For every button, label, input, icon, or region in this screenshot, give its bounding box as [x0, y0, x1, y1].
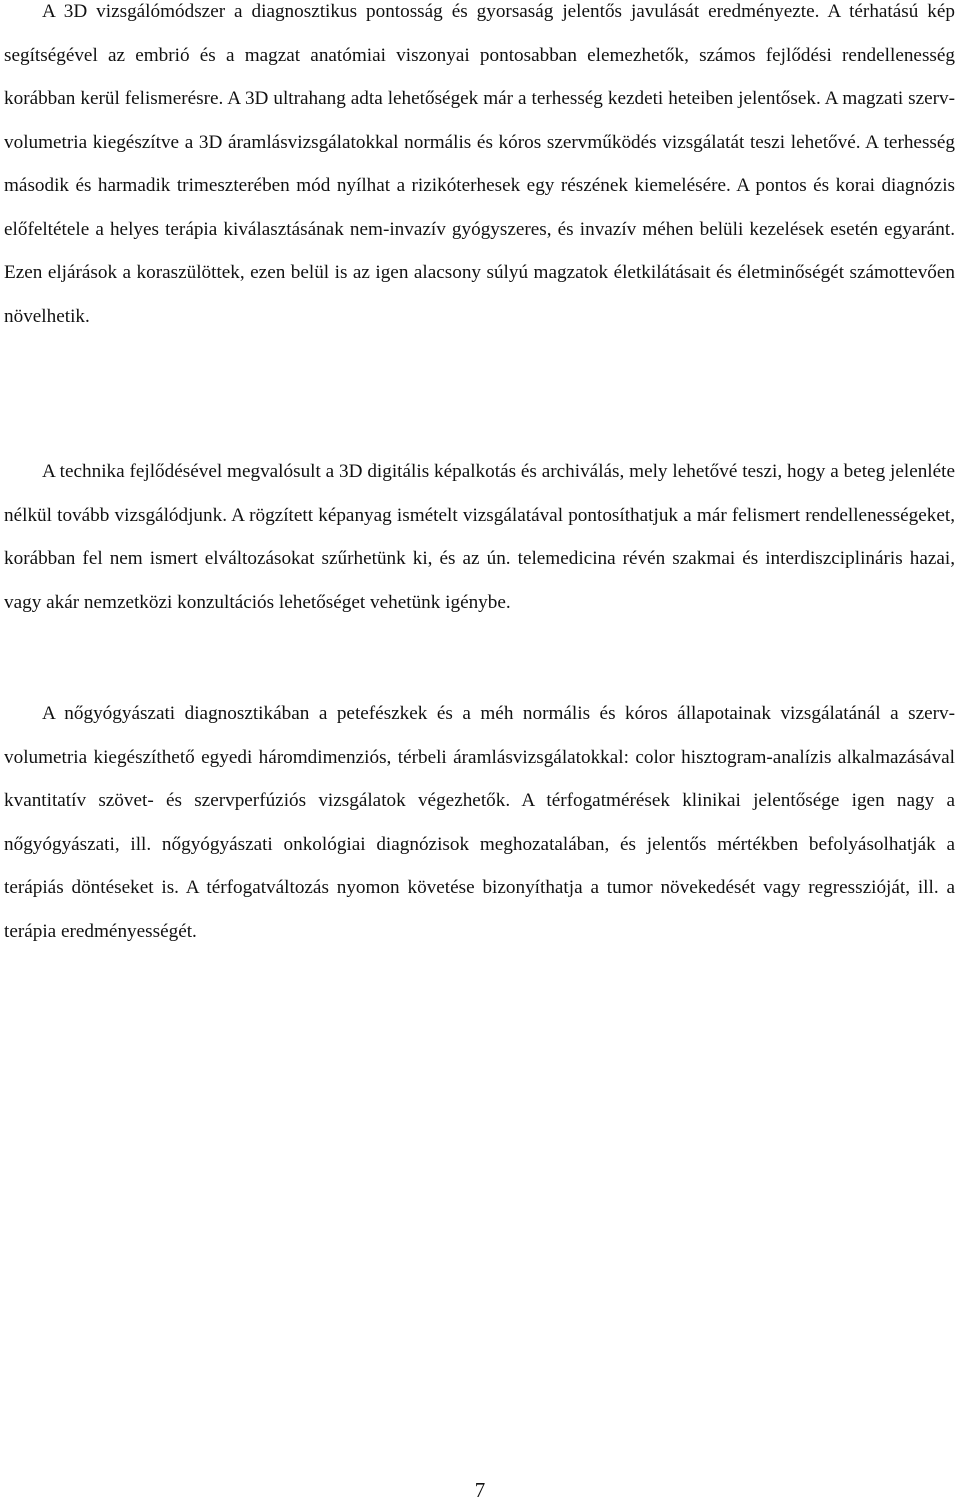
- paragraph-digital-imaging: A technika fejlődésével megvalósult a 3D digitális képalkotás és archiválás, mely lehetővé teszi, hogy a beteg jelenléte nélkül tovább vizsgálódjunk. A rögzített képanyag ismételt vizsgálatával pontosíthatjuk a már felismert rendellenességeket, korábban fel nem ismert elváltozásokat szűrhetünk ki, és az ún. telemedicina révén szakmai és interdiszciplináris hazai, vagy akár nemzetközi konzultációs lehetőséget vehetünk igénybe.: [4, 461, 955, 613]
- page-number: 7: [474, 1478, 486, 1502]
- paragraph-3d-diagnostics: A 3D vizsgálómódszer a diagnosztikus pontosság és gyorsaság jelentős javulását eredményezte. A térhatású kép segítségével az embrió és a magzat anatómiai viszonyai pontosabban elemezhetők, számos fejlődési rendellenesség korábban kerül felismerésre. A 3D ultrahang adta lehetőségek már a terhesség kezdeti heteiben jelentősek. A magzati szerv-volumetria kiegészítve a 3D áramlásvizsgálatokkal normális és kóros szervműködés vizsgálatát teszi lehetővé. A terhesség második és harmadik trimeszterében mód nyílhat a rizikóterhesek egy részének kiemelésére. A pontos és korai diagnózis előfeltétele a helyes terápia kiválasztásának nem-invazív gyógyszeres, és invazív méhen belüli kezelések esetén egyaránt. Ezen eljárások a koraszülöttek, ezen belül is az igen alacsony súlyú magzatok életkilátásait és életminőségét számottevően növelhetik.: [4, 1, 955, 327]
- paragraph-gynecology: A nőgyógyászati diagnosztikában a petefészkek és a méh normális és kóros állapotainak vizsgálatánál a szerv-volumetria kiegészíthető egyedi háromdimenziós, térbeli áramlásvizsgálatokkal: color hisztogram-analízis alkalmazásával kvantitatív szövet- és szervperfúziós vizsgálatok végezhetők. A térfogatmérések klinikai jelentősége igen nagy a nőgyógyászati, ill. nőgyógyászati onkológiai diagnózisok meghozatalában, és jelentős mértékben befolyásolhatják a terápiás döntéseket is. A térfogatváltozás nyomon követése bizonyíthatja a tumor növekedését vagy regresszióját, ill. a terápia eredményességét.: [4, 703, 955, 942]
